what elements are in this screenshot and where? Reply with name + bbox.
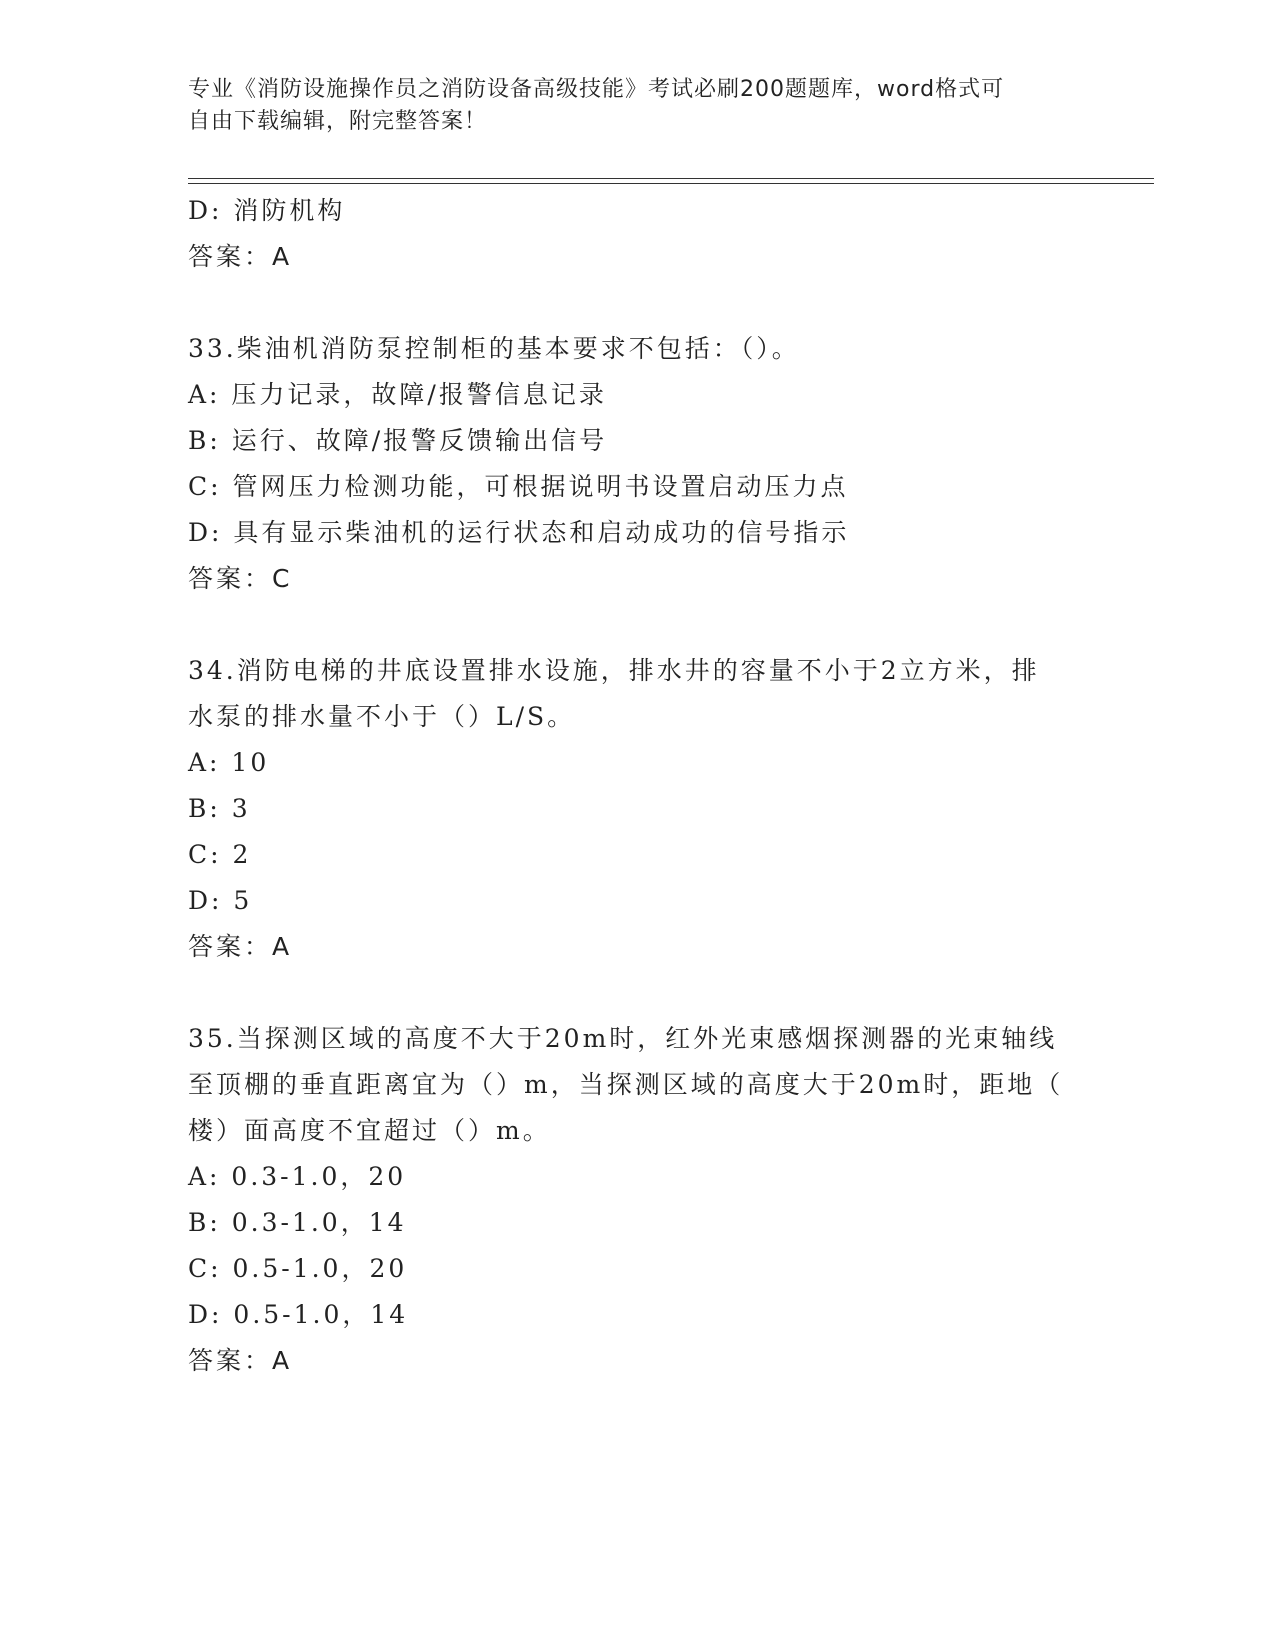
question-34 xyxy=(188,648,1088,970)
spacer xyxy=(188,970,1088,1016)
option-b: B: 3 xyxy=(188,794,251,823)
document-body xyxy=(188,188,1088,1384)
answer: 答案：A xyxy=(188,242,293,271)
question-stem: 33.柴油机消防泵控制柜的基本要求不包括：（）。 xyxy=(188,334,800,363)
option-c: C: 0.5-1.0，20 xyxy=(188,1254,408,1283)
question-33 xyxy=(188,326,1088,602)
spacer xyxy=(188,602,1088,648)
question-stem-line-3: 楼）面高度不宜超过（）m。 xyxy=(188,1116,551,1145)
question-32-tail xyxy=(188,188,1088,280)
option-d: D: 5 xyxy=(188,886,253,915)
header-line-1: 专业《消防设施操作员之消防设备高级技能》考试必刷200题题库，word格式可 xyxy=(188,77,1005,102)
option-a: A: 压力记录，故障/报警信息记录 xyxy=(188,380,607,409)
question-stem-line-1: 35.当探测区域的高度不大于20m时，红外光束感烟探测器的光束轴线 xyxy=(188,1024,1058,1053)
header-line-2: 自由下载编辑，附完整答案！ xyxy=(188,109,488,134)
option-d: D: 0.5-1.0，14 xyxy=(188,1300,409,1329)
option-c: C: 2 xyxy=(188,840,252,869)
option-d: D: 消防机构 xyxy=(188,196,346,225)
question-stem-line-2: 至顶棚的垂直距离宜为（）m，当探测区域的高度大于20m时，距地（ xyxy=(188,1070,1064,1099)
option-c: C: 管网压力检测功能，可根据说明书设置启动压力点 xyxy=(188,472,849,501)
question-35 xyxy=(188,1016,1088,1384)
option-b: B: 运行、故障/报警反馈输出信号 xyxy=(188,426,608,455)
option-a: A: 10 xyxy=(188,748,270,777)
answer: 答案：C xyxy=(188,564,293,593)
header-divider-bottom xyxy=(188,183,1154,184)
document-header xyxy=(188,74,1068,138)
question-stem-line-2: 水泵的排水量不小于（）L/S。 xyxy=(188,702,576,731)
option-a: A: 0.3-1.0，20 xyxy=(188,1162,407,1191)
answer: 答案：A xyxy=(188,1346,293,1375)
question-stem-line-1: 34.消防电梯的井底设置排水设施，排水井的容量不小于2立方米，排 xyxy=(188,656,1040,685)
header-divider-top xyxy=(188,178,1154,179)
option-b: B: 0.3-1.0，14 xyxy=(188,1208,407,1237)
spacer xyxy=(188,280,1088,326)
answer: 答案：A xyxy=(188,932,293,961)
option-d: D: 具有显示柴油机的运行状态和启动成功的信号指示 xyxy=(188,518,850,547)
